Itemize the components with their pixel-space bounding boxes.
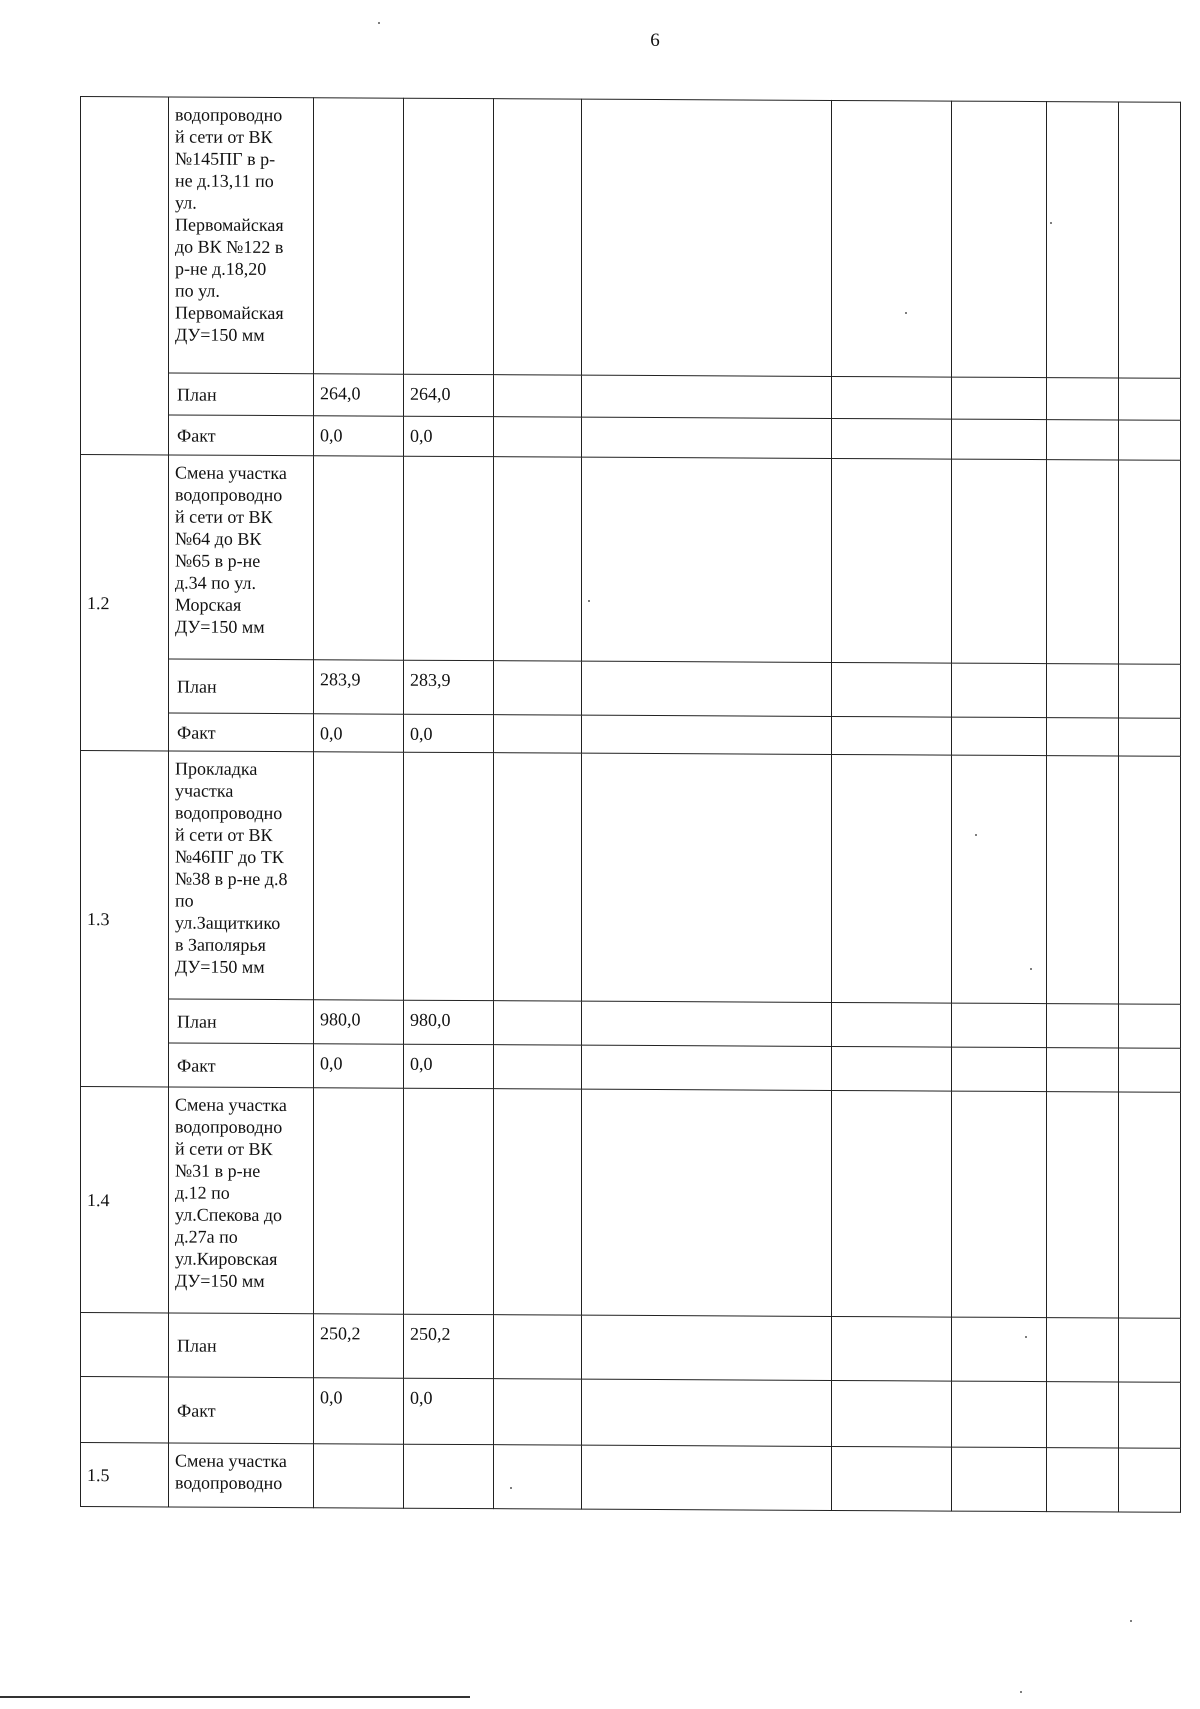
fact-row xyxy=(81,713,1181,757)
fact-value-1: 0,0 xyxy=(314,714,404,752)
fact-value-1: 0,0 xyxy=(314,1044,404,1088)
plan-row xyxy=(81,659,1181,719)
plan-value-1: 283,9 xyxy=(314,660,404,714)
row-number xyxy=(81,97,169,455)
plan-label: План xyxy=(169,1313,314,1378)
page-number: 6 xyxy=(650,30,660,51)
plan-value-1: 250,2 xyxy=(314,1314,404,1378)
plan-row xyxy=(81,999,1181,1049)
fact-row xyxy=(81,1377,1181,1449)
scan-speck xyxy=(378,22,380,24)
fact-label: Факт xyxy=(169,1043,314,1088)
fact-row xyxy=(81,415,1181,461)
fact-label: Факт xyxy=(169,713,314,752)
scan-speck xyxy=(1025,1336,1027,1338)
bottom-rule xyxy=(0,1696,470,1698)
fact-value-1: 0,0 xyxy=(314,1378,404,1444)
table-row xyxy=(81,455,1181,665)
work-description: Смена участка водопроводно xyxy=(169,1443,314,1508)
fact-value-2: 0,0 xyxy=(404,1378,494,1444)
scan-speck xyxy=(1050,222,1052,224)
fact-value-2: 0,0 xyxy=(404,1044,494,1088)
plan-value-1: 264,0 xyxy=(314,374,404,416)
plan-label: План xyxy=(169,659,314,714)
plan-row xyxy=(81,373,1181,421)
row-number: 1.3 xyxy=(81,751,169,1087)
plan-value-1: 980,0 xyxy=(314,1000,404,1044)
table-row xyxy=(81,1087,1181,1319)
fact-label: Факт xyxy=(169,1377,314,1444)
plan-value-2: 250,2 xyxy=(404,1314,494,1378)
fact-row xyxy=(81,1043,1181,1093)
table-row xyxy=(81,97,1181,379)
table-row xyxy=(81,1443,1181,1513)
scan-speck xyxy=(510,1487,512,1489)
fact-label: Факт xyxy=(169,415,314,456)
row-number: 1.2 xyxy=(81,455,169,751)
plan-value-2: 283,9 xyxy=(404,660,494,714)
scan-speck xyxy=(905,312,907,314)
row-number: 1.5 xyxy=(81,1443,169,1507)
fact-value-1: 0,0 xyxy=(314,416,404,456)
scan-speck xyxy=(588,600,590,602)
plan-label: План xyxy=(169,373,314,416)
work-description: Смена участка водопроводно й сети от ВК №64 до ВК №65 в р-не д.34 по ул. Морская ДУ=150 мм xyxy=(169,455,314,660)
row-number: 1.4 xyxy=(81,1087,169,1313)
plan-row xyxy=(81,1313,1181,1383)
scan-speck xyxy=(975,834,977,836)
scan-speck xyxy=(1020,1691,1022,1693)
plan-value-2: 264,0 xyxy=(404,374,494,416)
fact-value-2: 0,0 xyxy=(404,714,494,752)
scan-speck xyxy=(1130,1620,1132,1622)
scan-speck xyxy=(1030,968,1032,970)
works-table xyxy=(80,96,1181,1513)
work-description: Смена участка водопроводно й сети от ВК №31 в р-не д.12 по ул.Спекова до д.27а по ул.Кировская ДУ=150 мм xyxy=(169,1087,314,1314)
work-description: водопроводно й сети от ВК №145ПГ в р- не д.13,11 по ул. Первомайская до ВК №122 в р-не д.18,20 по ул. Первомайская ДУ=150 мм xyxy=(169,97,314,374)
plan-value-2: 980,0 xyxy=(404,1000,494,1044)
table-row xyxy=(81,751,1181,1005)
plan-label: План xyxy=(169,999,314,1044)
fact-value-2: 0,0 xyxy=(404,416,494,456)
work-description: Прокладка участка водопроводно й сети от ВК №46ПГ до ТК №38 в р-не д.8 по ул.Защиткико в Заполярья ДУ=150 мм xyxy=(169,751,314,1000)
